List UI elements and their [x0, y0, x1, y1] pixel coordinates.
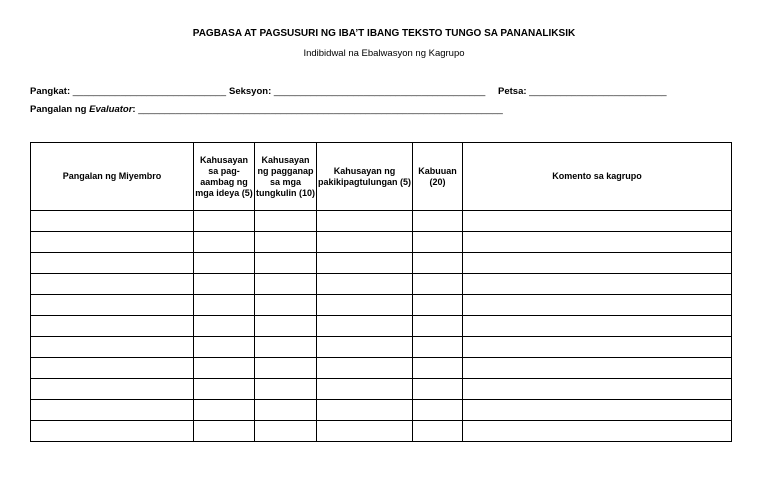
header-komento: Komento sa kagrupo [463, 143, 732, 211]
pag-aambag-cell[interactable] [194, 211, 255, 232]
pagganap-cell[interactable] [255, 337, 317, 358]
kabuuan-cell[interactable] [413, 379, 463, 400]
evaluator-line[interactable]: _____________________________________________________________________ [135, 104, 503, 115]
pakikipagtulungan-cell[interactable] [317, 400, 413, 421]
table-row [31, 421, 732, 442]
kabuuan-cell[interactable] [413, 358, 463, 379]
pag-aambag-cell[interactable] [194, 253, 255, 274]
evaluator-label-italic: Evaluator [89, 104, 133, 115]
evaluation-table [30, 142, 732, 442]
pakikipagtulungan-cell[interactable] [317, 421, 413, 442]
header-row [31, 143, 732, 211]
pag-aambag-cell[interactable] [194, 358, 255, 379]
pangalan-cell[interactable] [31, 400, 194, 421]
kabuuan-cell[interactable] [413, 316, 463, 337]
pag-aambag-cell[interactable] [194, 379, 255, 400]
evaluator-label-prefix: Pangalan ng [30, 104, 90, 115]
pangalan-cell[interactable] [31, 274, 194, 295]
kabuuan-cell[interactable] [413, 232, 463, 253]
table-row [31, 253, 732, 274]
komento-cell[interactable] [463, 295, 732, 316]
komento-cell[interactable] [463, 274, 732, 295]
page-subtitle: Indibidwal na Ebalwasyon ng Kagrupo [303, 48, 465, 59]
pag-aambag-cell[interactable] [194, 274, 255, 295]
table-row [31, 274, 732, 295]
header-pakikipagtulungan: Kahusayan ng pakikipagtulungan (5) [317, 143, 413, 211]
table-row [31, 316, 732, 337]
pagganap-cell[interactable] [255, 253, 317, 274]
header-pagganap: Kahusayan ng pagganap sa mga tungkulin (10) [255, 143, 317, 211]
pakikipagtulungan-cell[interactable] [317, 358, 413, 379]
pakikipagtulungan-cell[interactable] [317, 232, 413, 253]
pag-aambag-cell[interactable] [194, 337, 255, 358]
pag-aambag-cell[interactable] [194, 421, 255, 442]
pangkat-line[interactable]: _____________________________ [70, 86, 226, 97]
komento-cell[interactable] [463, 337, 732, 358]
table-row [31, 379, 732, 400]
pakikipagtulungan-cell[interactable] [317, 274, 413, 295]
evaluator-field[interactable] [30, 104, 503, 115]
komento-cell[interactable] [463, 379, 732, 400]
pagganap-cell[interactable] [255, 379, 317, 400]
table-row [31, 400, 732, 421]
table-row [31, 232, 732, 253]
pagganap-cell[interactable] [255, 295, 317, 316]
kabuuan-cell[interactable] [413, 253, 463, 274]
pag-aambag-cell[interactable] [194, 316, 255, 337]
pagganap-cell[interactable] [255, 400, 317, 421]
pangalan-cell[interactable] [31, 358, 194, 379]
komento-cell[interactable] [463, 316, 732, 337]
evaluator-label-suffix: : [132, 104, 136, 115]
pag-aambag-cell[interactable] [194, 400, 255, 421]
pangalan-cell[interactable] [31, 211, 194, 232]
pakikipagtulungan-cell[interactable] [317, 253, 413, 274]
pagganap-cell[interactable] [255, 274, 317, 295]
header-pag-aambag: Kahusayan sa pag-aambag ng mga ideya (5) [194, 143, 255, 211]
page-title: PAGBASA AT PAGSUSURI NG IBA’T IBANG TEKSTO TUNGO SA PANANALIKSIK [192, 28, 576, 39]
kabuuan-cell[interactable] [413, 400, 463, 421]
pag-aambag-cell[interactable] [194, 232, 255, 253]
komento-cell[interactable] [463, 400, 732, 421]
pangkat-field[interactable] [30, 86, 226, 97]
komento-cell[interactable] [463, 232, 732, 253]
pangalan-cell[interactable] [31, 295, 194, 316]
pangkat-label: Pangkat: [30, 86, 71, 97]
komento-cell[interactable] [463, 211, 732, 232]
pagganap-cell[interactable] [255, 421, 317, 442]
petsa-field[interactable] [498, 86, 667, 97]
kabuuan-cell[interactable] [413, 211, 463, 232]
header-pangalan: Pangalan ng Miyembro [31, 143, 194, 211]
komento-cell[interactable] [463, 253, 732, 274]
pakikipagtulungan-cell[interactable] [317, 316, 413, 337]
petsa-label: Petsa: [498, 86, 527, 97]
kabuuan-cell[interactable] [413, 337, 463, 358]
pagganap-cell[interactable] [255, 211, 317, 232]
pagganap-cell[interactable] [255, 232, 317, 253]
seksyon-line[interactable]: ________________________________________ [271, 86, 486, 97]
pangalan-cell[interactable] [31, 337, 194, 358]
pakikipagtulungan-cell[interactable] [317, 295, 413, 316]
pangalan-cell[interactable] [31, 316, 194, 337]
pakikipagtulungan-cell[interactable] [317, 211, 413, 232]
table-row [31, 295, 732, 316]
seksyon-label: Seksyon: [229, 86, 272, 97]
pangalan-cell[interactable] [31, 421, 194, 442]
petsa-line[interactable]: __________________________ [526, 86, 667, 97]
kabuuan-cell[interactable] [413, 274, 463, 295]
pagganap-cell[interactable] [255, 316, 317, 337]
header-kabuuan: Kabuuan (20) [413, 143, 463, 211]
table-row [31, 337, 732, 358]
pangalan-cell[interactable] [31, 232, 194, 253]
pag-aambag-cell[interactable] [194, 295, 255, 316]
pangalan-cell[interactable] [31, 253, 194, 274]
kabuuan-cell[interactable] [413, 421, 463, 442]
pakikipagtulungan-cell[interactable] [317, 337, 413, 358]
seksyon-field[interactable] [229, 86, 485, 97]
pagganap-cell[interactable] [255, 358, 317, 379]
komento-cell[interactable] [463, 421, 732, 442]
table-row [31, 211, 732, 232]
table-row [31, 358, 732, 379]
kabuuan-cell[interactable] [413, 295, 463, 316]
komento-cell[interactable] [463, 358, 732, 379]
pangalan-cell[interactable] [31, 379, 194, 400]
pakikipagtulungan-cell[interactable] [317, 379, 413, 400]
